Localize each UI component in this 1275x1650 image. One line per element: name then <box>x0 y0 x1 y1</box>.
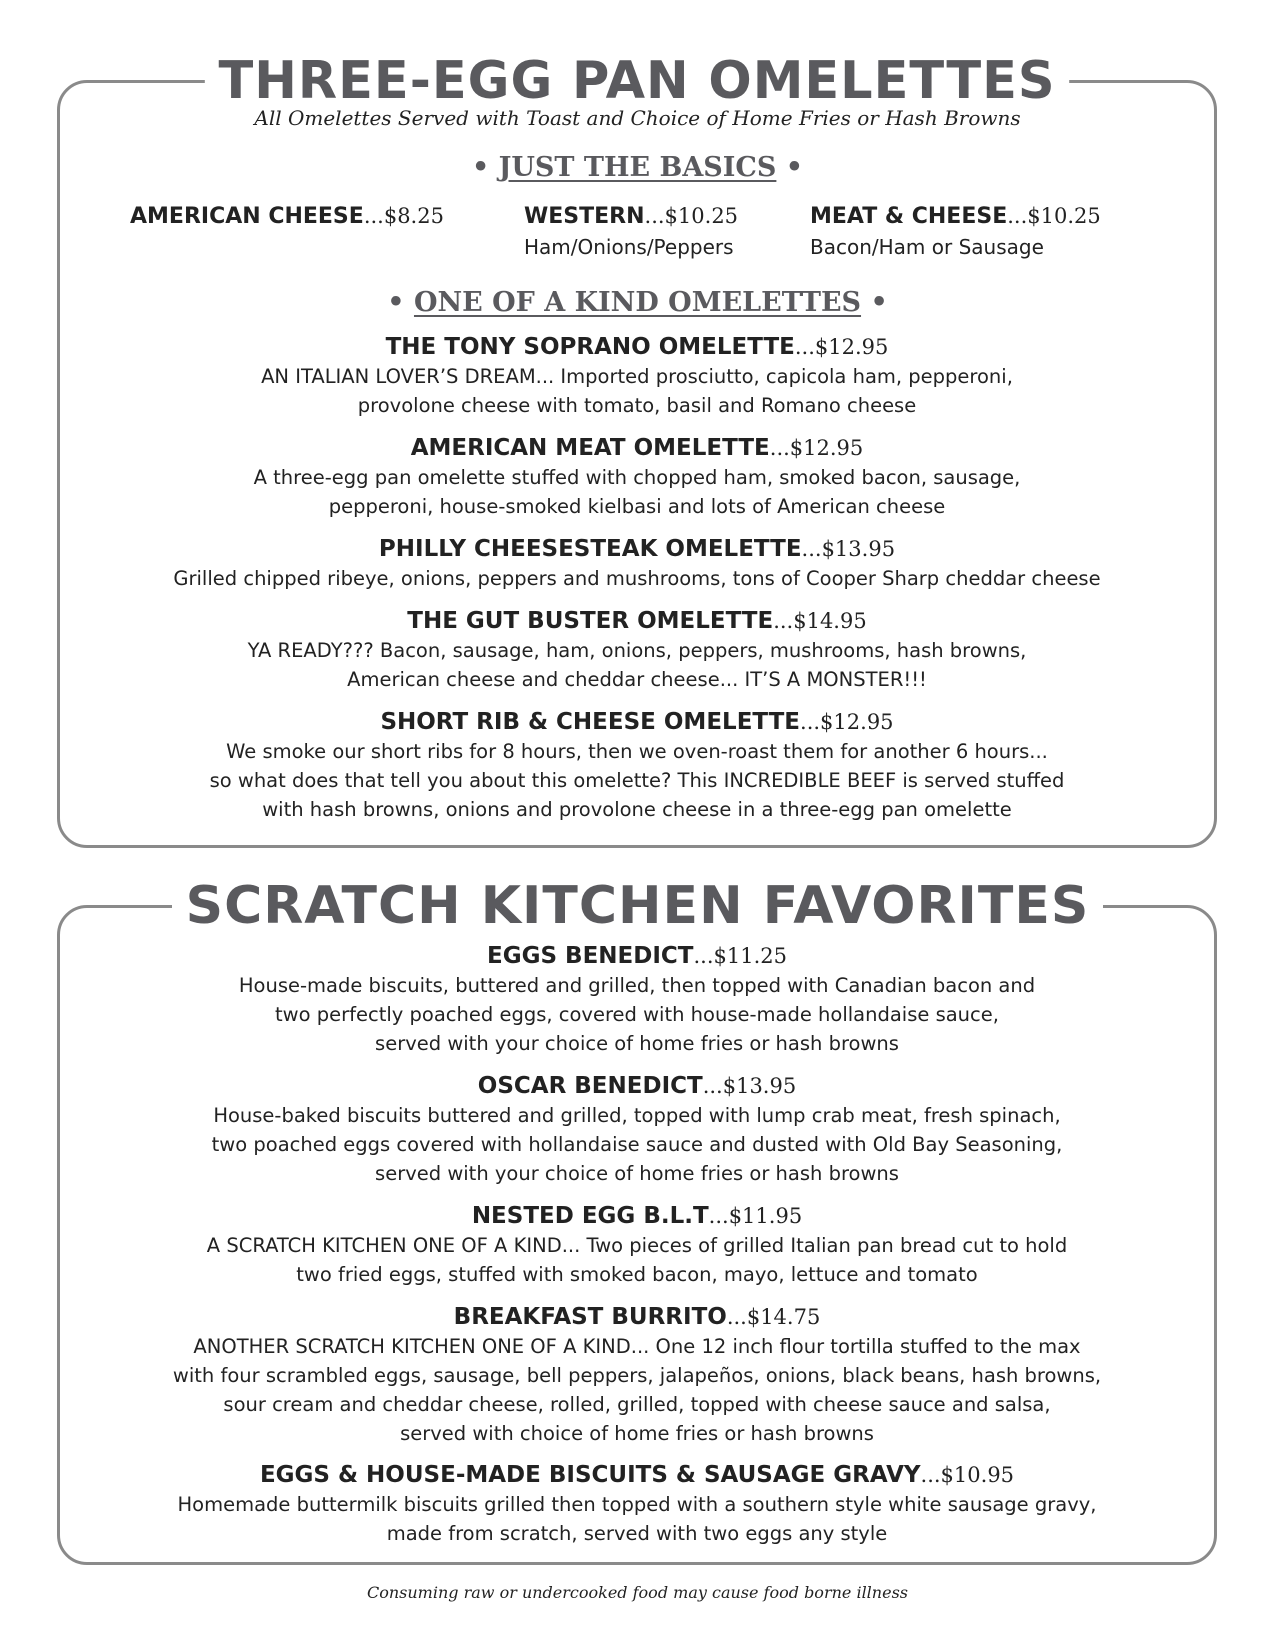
item-name: NESTED EGG B.L.T <box>471 1203 709 1229</box>
kitchen-title: SCRATCH KITCHEN FAVORITES <box>172 880 1104 932</box>
item-price: ...$10.95 <box>920 1463 1015 1487</box>
item-price: ...$12.95 <box>800 710 894 734</box>
basics-heading <box>0 152 1275 183</box>
item-name: EGGS BENEDICT <box>487 943 694 969</box>
kind-heading-label: ONE OF A KIND OMELETTES <box>413 287 862 318</box>
item-price: ...$12.95 <box>794 335 889 359</box>
basic-item <box>130 201 444 232</box>
item-price: ...$14.75 <box>726 1305 821 1329</box>
basics-heading-label: JUST THE BASICS <box>498 152 777 183</box>
menu-item <box>57 707 1217 824</box>
basic-item-price: ...$10.25 <box>1007 204 1101 228</box>
bullet-right: • <box>785 152 804 183</box>
basic-item-desc: Ham/Onions/Peppers <box>524 235 734 259</box>
menu-item <box>57 433 1217 521</box>
item-desc: Grilled chipped ribeye, onions, peppers and mushrooms, tons of Cooper Sharp cheddar cheese <box>173 567 1101 590</box>
item-name: PHILLY CHEESESTEAK OMELETTE <box>378 536 802 562</box>
item-name: SHORT RIB & CHEESE OMELETTE <box>380 709 801 735</box>
basic-item <box>810 201 1101 262</box>
item-price: ...$11.95 <box>708 1204 803 1228</box>
item-price: ...$13.95 <box>801 537 896 561</box>
basic-item-desc: Bacon/Ham or Sausage <box>810 235 1044 259</box>
item-name: THE GUT BUSTER OMELETTE <box>407 608 774 634</box>
omelettes-subtitle: All Omelettes Served with Toast and Choice of Home Fries or Hash Browns <box>254 106 1021 130</box>
basic-item <box>524 201 738 262</box>
menu-item <box>57 1201 1217 1289</box>
omelettes-title: THREE-EGG PAN OMELETTES <box>205 55 1069 107</box>
basic-item-name: AMERICAN CHEESE <box>130 204 364 229</box>
basic-item-price: ...$10.25 <box>644 204 739 228</box>
menu-item <box>57 941 1217 1058</box>
menu-item <box>57 1302 1217 1448</box>
item-desc: We smoke our short ribs for 8 hours, then we oven-roast them for another 6 hours... so what does that tell you about this omelette? This INCREDIBLE BEEF is served stuffed with hash browns, onions and provolone cheese in a three-egg pan omelette <box>209 740 1065 821</box>
kind-heading <box>0 287 1275 318</box>
item-name: EGGS & HOUSE-MADE BISCUITS & SAUSAGE GRAVY <box>259 1462 921 1488</box>
bullet-left: • <box>387 287 405 318</box>
basic-item-name: MEAT & CHEESE <box>810 204 1008 229</box>
item-desc: House-baked biscuits buttered and grilled, topped with lump crab meat, fresh spinach, two poached eggs covered with hollandaise sauce and dusted with Old Bay Seasoning, served with your choice of home fries or hash browns <box>211 1104 1063 1185</box>
item-name: BREAKFAST BURRITO <box>453 1304 727 1330</box>
menu-item <box>57 606 1217 694</box>
item-name: THE TONY SOPRANO OMELETTE <box>385 334 795 360</box>
menu-item <box>57 1071 1217 1188</box>
item-desc: A SCRATCH KITCHEN ONE OF A KIND... Two pieces of grilled Italian pan bread cut to hold two fried eggs, stuffed with smoked bacon, mayo, lettuce and tomato <box>206 1234 1068 1286</box>
item-desc: A three-egg pan omelette stuffed with chopped ham, smoked bacon, sausage, pepperoni, house-smoked kielbasi and lots of American cheese <box>253 466 1021 518</box>
item-name: OSCAR BENEDICT <box>477 1073 703 1099</box>
item-price: ...$12.95 <box>769 436 864 460</box>
item-price: ...$11.25 <box>693 944 787 968</box>
menu-item <box>57 534 1217 593</box>
basic-item-name: WESTERN <box>524 204 645 229</box>
footer-disclaimer: Consuming raw or undercooked food may cause food borne illness <box>366 1583 908 1602</box>
item-price: ...$13.95 <box>702 1074 797 1098</box>
item-price: ...$14.95 <box>773 609 867 633</box>
item-desc: AN ITALIAN LOVER’S DREAM... Imported prosciutto, capicola ham, pepperoni, provolone cheese with tomato, basil and Romano cheese <box>261 365 1013 417</box>
item-desc: ANOTHER SCRATCH KITCHEN ONE OF A KIND... One 12 inch flour tortilla stuffed to the max with four scrambled eggs, sausage, bell peppers, jalapeños, onions, black beans, hash browns, sour cream and cheddar cheese, rolled, grilled, topped with cheese sauce and salsa, served with choice of home fries or hash browns <box>172 1335 1102 1445</box>
item-name: AMERICAN MEAT OMELETTE <box>410 435 770 461</box>
item-desc: Homemade buttermilk biscuits grilled then topped with a southern style white sausage gravy, made from scratch, served with two eggs any style <box>177 1493 1097 1545</box>
bullet-left: • <box>471 152 490 183</box>
menu-item <box>57 1460 1217 1548</box>
item-desc: House-made biscuits, buttered and grilled, then topped with Canadian bacon and two perfectly poached eggs, covered with house-made hollandaise sauce, served with your choice of home fries or hash browns <box>238 974 1036 1055</box>
basic-item-price: ...$8.25 <box>363 204 444 228</box>
item-desc: YA READY??? Bacon, sausage, ham, onions, peppers, mushrooms, hash browns, American cheese and cheddar cheese... IT’S A MONSTER!!! <box>247 639 1027 691</box>
bullet-right: • <box>870 287 888 318</box>
menu-item <box>57 332 1217 420</box>
